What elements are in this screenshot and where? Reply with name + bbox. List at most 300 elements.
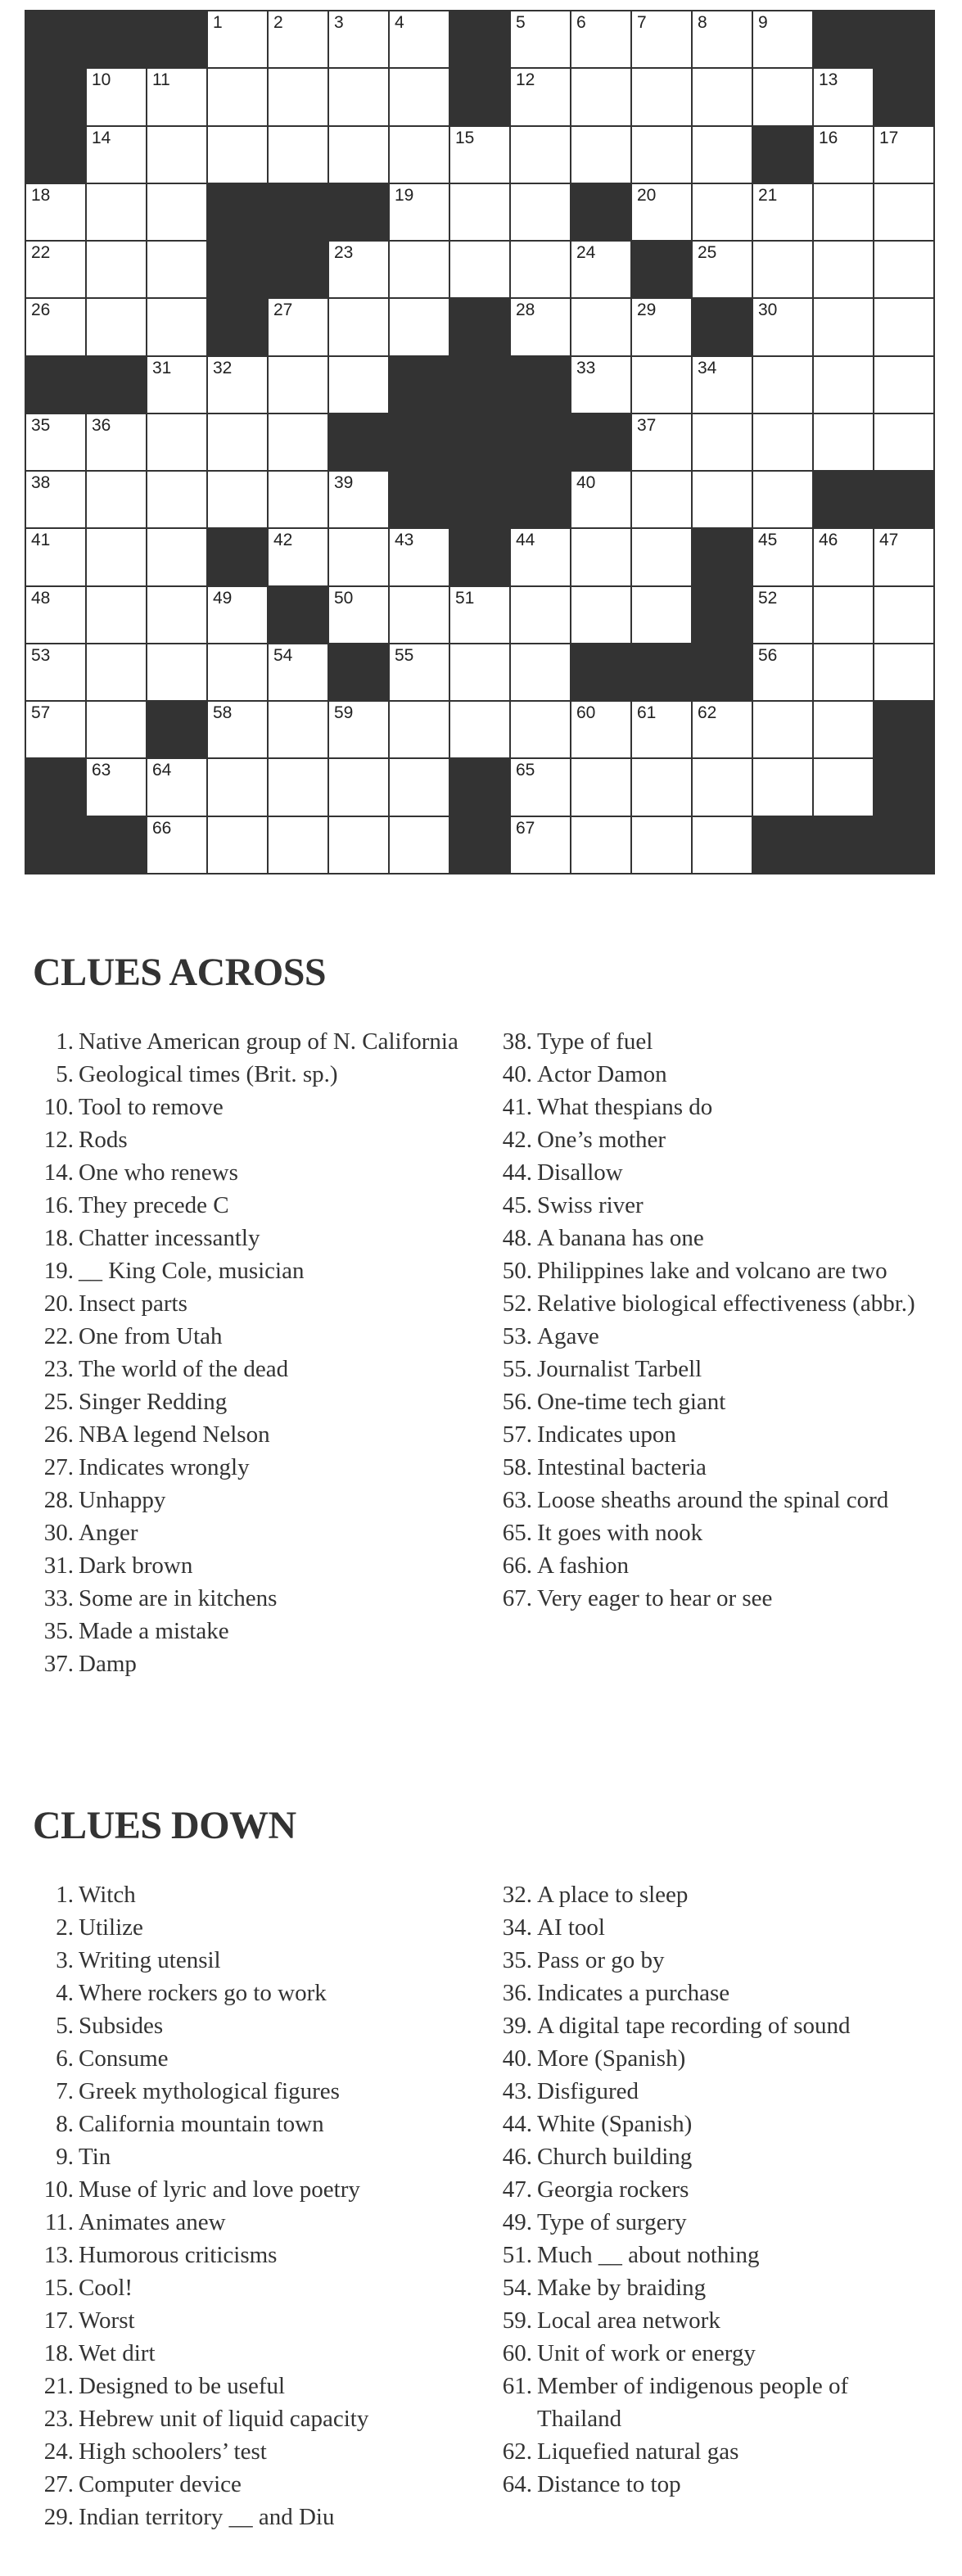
grid-cell[interactable] (693, 184, 752, 240)
clue-number-label: 60. (502, 2340, 532, 2366)
grid-cell[interactable] (329, 242, 388, 297)
grid-cell[interactable] (87, 587, 146, 643)
grid-cell[interactable] (511, 702, 570, 757)
grid-cell[interactable] (814, 644, 873, 700)
grid-cell[interactable] (511, 644, 570, 700)
clue-text: Journalist Tarbell (537, 1356, 702, 1382)
grid-block-cell (26, 11, 85, 67)
grid-cell[interactable] (753, 184, 812, 240)
clue-text: NBA legend Nelson (79, 1421, 270, 1448)
grid-cell[interactable] (147, 69, 206, 124)
grid-cell[interactable] (269, 702, 327, 757)
clue-number-label: 58. (502, 1454, 532, 1480)
grid-cell[interactable] (753, 587, 812, 643)
grid-cell[interactable] (147, 472, 206, 527)
clue-text: Make by braiding (537, 2275, 707, 2301)
grid-cell[interactable] (571, 357, 630, 413)
grid-cell[interactable] (390, 702, 449, 757)
grid-cell[interactable] (390, 11, 449, 67)
grid-cell[interactable] (208, 472, 267, 527)
grid-block-cell (693, 644, 752, 700)
grid-cell[interactable] (814, 127, 873, 183)
grid-cell[interactable] (874, 242, 933, 297)
grid-cell[interactable] (390, 644, 449, 700)
clue-number: 24 (576, 243, 596, 263)
clue-number-label: 5. (56, 1061, 74, 1087)
clue-number-label: 1. (56, 1882, 74, 1908)
grid-cell[interactable] (147, 529, 206, 585)
grid-block-cell (571, 644, 630, 700)
grid-block-cell (814, 472, 873, 527)
clue-number-label: 38. (502, 1028, 532, 1055)
grid-cell[interactable] (511, 184, 570, 240)
clue-item (33, 2337, 458, 2370)
grid-cell[interactable] (208, 357, 267, 413)
clue-text: Pass or go by (537, 1947, 665, 1973)
clue-text: Type of surgery (537, 2209, 687, 2235)
clue-number-label: 1. (56, 1028, 74, 1055)
clue-text: Agave (537, 1323, 599, 1349)
grid-cell[interactable] (87, 127, 146, 183)
grid-cell[interactable] (753, 69, 812, 124)
clue-text: Tin (79, 2144, 111, 2170)
grid-cell[interactable] (269, 299, 327, 355)
grid-cell[interactable] (753, 759, 812, 815)
clue-number: 60 (576, 703, 596, 723)
clue-number-label: 27. (43, 2471, 74, 2497)
grid-block-cell (147, 702, 206, 757)
grid-cell[interactable] (329, 299, 388, 355)
clue-number-label: 50. (502, 1258, 532, 1284)
grid-cell[interactable] (147, 759, 206, 815)
grid-cell[interactable] (147, 644, 206, 700)
grid-block-cell (390, 357, 449, 413)
grid-cell[interactable] (87, 702, 146, 757)
clue-number: 43 (395, 531, 414, 550)
grid-cell[interactable] (571, 817, 630, 873)
grid-block-cell (87, 11, 146, 67)
grid-cell[interactable] (511, 587, 570, 643)
grid-cell[interactable] (632, 472, 691, 527)
grid-cell[interactable] (753, 529, 812, 585)
clue-number-label: 12. (43, 1127, 74, 1153)
grid-cell[interactable] (147, 242, 206, 297)
clue-item (33, 1878, 458, 1911)
grid-cell[interactable] (814, 69, 873, 124)
grid-cell[interactable] (571, 702, 630, 757)
grid-cell[interactable] (632, 127, 691, 183)
grid-cell[interactable] (693, 242, 752, 297)
grid-block-cell (329, 184, 388, 240)
grid-cell[interactable] (147, 357, 206, 413)
clue-item (33, 1451, 458, 1484)
grid-cell[interactable] (511, 242, 570, 297)
grid-cell[interactable] (511, 529, 570, 585)
clue-text: Witch (79, 1882, 136, 1908)
grid-cell[interactable] (329, 529, 388, 585)
grid-cell[interactable] (329, 759, 388, 815)
clue-item (33, 1484, 458, 1516)
grid-cell[interactable] (390, 184, 449, 240)
clue-number-label: 29. (43, 2504, 74, 2530)
grid-cell[interactable] (87, 69, 146, 124)
clue-number-label: 45. (502, 1192, 532, 1218)
clue-number: 44 (516, 531, 535, 550)
down-heading: CLUES DOWN (33, 1804, 296, 1847)
down-clues-column-1 (33, 1878, 458, 2533)
grid-cell[interactable] (269, 472, 327, 527)
grid-cell[interactable] (147, 414, 206, 470)
grid-cell[interactable] (571, 127, 630, 183)
clue-number: 5 (516, 13, 526, 32)
grid-cell[interactable] (632, 184, 691, 240)
grid-cell[interactable] (208, 702, 267, 757)
grid-cell[interactable] (511, 759, 570, 815)
clue-item (33, 1944, 458, 1977)
grid-cell[interactable] (814, 759, 873, 815)
grid-cell[interactable] (693, 127, 752, 183)
grid-cell[interactable] (390, 587, 449, 643)
grid-cell[interactable] (753, 299, 812, 355)
grid-cell[interactable] (753, 242, 812, 297)
grid-cell[interactable] (329, 702, 388, 757)
grid-cell[interactable] (753, 472, 812, 527)
grid-cell[interactable] (329, 587, 388, 643)
grid-cell[interactable] (147, 587, 206, 643)
clue-item (491, 2435, 917, 2468)
clue-number: 40 (576, 473, 596, 493)
clue-text: It goes with nook (537, 1520, 703, 1546)
grid-cell[interactable] (87, 472, 146, 527)
clue-item (491, 2075, 917, 2108)
clue-item (33, 1320, 458, 1353)
clue-item (33, 2435, 458, 2468)
grid-cell[interactable] (147, 184, 206, 240)
grid-cell[interactable] (450, 127, 509, 183)
grid-block-cell (874, 11, 933, 67)
grid-cell[interactable] (26, 587, 85, 643)
grid-cell[interactable] (571, 11, 630, 67)
clue-text: Georgia rockers (537, 2176, 689, 2203)
clue-item (491, 1353, 917, 1385)
clue-number: 13 (819, 70, 838, 90)
grid-cell[interactable] (329, 11, 388, 67)
clue-number: 52 (758, 588, 778, 608)
clue-text: Utilize (79, 1914, 143, 1941)
clue-text: __ King Cole, musician (79, 1258, 305, 1284)
grid-cell[interactable] (208, 644, 267, 700)
clue-text: One-time tech giant (537, 1389, 726, 1415)
grid-cell[interactable] (329, 472, 388, 527)
grid-cell[interactable] (390, 817, 449, 873)
grid-cell[interactable] (632, 357, 691, 413)
grid-cell[interactable] (26, 184, 85, 240)
grid-cell[interactable] (26, 242, 85, 297)
grid-block-cell (814, 817, 873, 873)
grid-cell[interactable] (26, 472, 85, 527)
grid-cell[interactable] (693, 414, 752, 470)
clue-number: 49 (213, 588, 233, 608)
grid-block-cell (874, 69, 933, 124)
clue-number: 48 (31, 588, 51, 608)
clue-item (491, 1058, 917, 1091)
clue-text: Philippines lake and volcano are two (537, 1258, 887, 1284)
clue-text: One who renews (79, 1159, 238, 1186)
grid-block-cell (632, 242, 691, 297)
clue-number: 30 (758, 301, 778, 320)
clue-number: 64 (152, 761, 172, 780)
clue-number: 39 (334, 473, 354, 493)
clue-number: 12 (516, 70, 535, 90)
grid-cell[interactable] (269, 357, 327, 413)
clue-number: 63 (92, 761, 111, 780)
clue-number: 59 (334, 703, 354, 723)
clue-item (491, 1156, 917, 1189)
grid-cell[interactable] (693, 472, 752, 527)
grid-cell[interactable] (87, 529, 146, 585)
grid-cell[interactable] (450, 184, 509, 240)
clue-item (491, 1189, 917, 1222)
grid-cell[interactable] (693, 702, 752, 757)
clue-number: 18 (31, 185, 51, 205)
grid-cell[interactable] (208, 759, 267, 815)
clue-number: 50 (334, 588, 354, 608)
clue-item (33, 2239, 458, 2271)
grid-cell[interactable] (632, 702, 691, 757)
grid-cell[interactable] (632, 414, 691, 470)
grid-cell[interactable] (269, 759, 327, 815)
grid-cell[interactable] (814, 702, 873, 757)
grid-cell[interactable] (390, 759, 449, 815)
grid-cell[interactable] (208, 11, 267, 67)
grid-cell[interactable] (269, 529, 327, 585)
clue-item (491, 2370, 917, 2435)
grid-cell[interactable] (329, 127, 388, 183)
clue-text: Unhappy (79, 1487, 166, 1513)
clue-number-label: 19. (43, 1258, 74, 1284)
clue-item (491, 2206, 917, 2239)
clue-number-label: 54. (502, 2275, 532, 2301)
grid-cell[interactable] (269, 644, 327, 700)
clue-number-label: 3. (56, 1947, 74, 1973)
grid-cell[interactable] (753, 414, 812, 470)
grid-cell[interactable] (511, 69, 570, 124)
grid-block-cell (450, 529, 509, 585)
grid-cell[interactable] (632, 817, 691, 873)
grid-cell[interactable] (632, 69, 691, 124)
grid-cell[interactable] (450, 644, 509, 700)
clue-text: Made a mistake (79, 1618, 229, 1644)
clue-number: 21 (758, 185, 778, 205)
grid-cell[interactable] (208, 127, 267, 183)
grid-cell[interactable] (87, 242, 146, 297)
clue-item (33, 1254, 458, 1287)
grid-cell[interactable] (269, 414, 327, 470)
grid-cell[interactable] (390, 69, 449, 124)
grid-block-cell (147, 11, 206, 67)
clue-item (33, 2075, 458, 2108)
grid-block-cell (874, 817, 933, 873)
grid-block-cell (26, 357, 85, 413)
across-clues-column-2 (491, 1025, 917, 1615)
grid-cell[interactable] (632, 529, 691, 585)
grid-cell[interactable] (632, 759, 691, 815)
clue-number: 42 (273, 531, 293, 550)
grid-cell[interactable] (269, 127, 327, 183)
grid-cell[interactable] (26, 702, 85, 757)
grid-cell[interactable] (874, 644, 933, 700)
clue-text: White (Spanish) (537, 2111, 693, 2137)
grid-cell[interactable] (693, 357, 752, 413)
grid-cell[interactable] (511, 817, 570, 873)
grid-cell[interactable] (571, 587, 630, 643)
grid-cell[interactable] (390, 529, 449, 585)
grid-cell[interactable] (874, 414, 933, 470)
grid-cell[interactable] (874, 529, 933, 585)
clue-number-label: 18. (43, 1225, 74, 1251)
clue-text: A place to sleep (537, 1882, 689, 1908)
grid-cell[interactable] (87, 299, 146, 355)
clue-item (491, 1977, 917, 2009)
grid-cell[interactable] (208, 587, 267, 643)
clue-text: Much __ about nothing (537, 2242, 760, 2268)
clue-item (33, 1123, 458, 1156)
clue-number-label: 30. (43, 1520, 74, 1546)
grid-cell[interactable] (26, 299, 85, 355)
clue-number-label: 25. (43, 1389, 74, 1415)
grid-cell[interactable] (87, 414, 146, 470)
grid-cell[interactable] (874, 127, 933, 183)
grid-cell[interactable] (814, 242, 873, 297)
grid-cell[interactable] (693, 69, 752, 124)
grid-cell[interactable] (753, 702, 812, 757)
grid-cell[interactable] (87, 644, 146, 700)
clue-number: 51 (455, 588, 475, 608)
grid-cell[interactable] (753, 644, 812, 700)
clue-number-label: 59. (502, 2307, 532, 2334)
grid-cell[interactable] (874, 587, 933, 643)
clue-number-label: 8. (56, 2111, 74, 2137)
clue-text: Church building (537, 2144, 693, 2170)
grid-cell[interactable] (450, 702, 509, 757)
clue-number-label: 26. (43, 1421, 74, 1448)
clue-text: Some are in kitchens (79, 1585, 278, 1611)
clue-item (491, 2009, 917, 2042)
grid-cell[interactable] (874, 357, 933, 413)
grid-cell[interactable] (814, 357, 873, 413)
grid-cell[interactable] (269, 817, 327, 873)
grid-cell[interactable] (147, 127, 206, 183)
grid-cell[interactable] (814, 184, 873, 240)
clue-text: Actor Damon (537, 1061, 667, 1087)
grid-cell[interactable] (753, 357, 812, 413)
grid-cell[interactable] (208, 817, 267, 873)
clue-item (33, 1549, 458, 1582)
grid-cell[interactable] (26, 644, 85, 700)
clue-text: Muse of lyric and love poetry (79, 2176, 360, 2203)
grid-cell[interactable] (329, 69, 388, 124)
clue-number: 67 (516, 818, 535, 838)
clue-text: Swiss river (537, 1192, 644, 1218)
grid-cell[interactable] (511, 11, 570, 67)
grid-cell[interactable] (814, 587, 873, 643)
grid-cell[interactable] (329, 357, 388, 413)
clue-item (491, 2173, 917, 2206)
grid-cell[interactable] (87, 759, 146, 815)
grid-cell[interactable] (814, 529, 873, 585)
grid-cell[interactable] (208, 414, 267, 470)
grid-cell[interactable] (632, 299, 691, 355)
grid-cell[interactable] (147, 299, 206, 355)
grid-block-cell (450, 11, 509, 67)
grid-cell[interactable] (26, 529, 85, 585)
grid-cell[interactable] (269, 69, 327, 124)
grid-cell[interactable] (814, 299, 873, 355)
grid-cell[interactable] (390, 299, 449, 355)
grid-cell[interactable] (571, 242, 630, 297)
clue-number-label: 57. (502, 1421, 532, 1448)
grid-cell[interactable] (874, 184, 933, 240)
grid-block-cell (208, 299, 267, 355)
grid-cell[interactable] (87, 184, 146, 240)
grid-cell[interactable] (571, 759, 630, 815)
clue-text: Insect parts (79, 1290, 187, 1317)
grid-cell[interactable] (147, 817, 206, 873)
grid-cell[interactable] (753, 11, 812, 67)
grid-cell[interactable] (874, 299, 933, 355)
grid-cell[interactable] (571, 299, 630, 355)
grid-block-cell (450, 69, 509, 124)
clue-text: Intestinal bacteria (537, 1454, 707, 1480)
grid-cell[interactable] (269, 11, 327, 67)
clue-number: 53 (31, 645, 51, 665)
grid-cell[interactable] (511, 299, 570, 355)
grid-cell[interactable] (693, 817, 752, 873)
grid-cell[interactable] (511, 127, 570, 183)
grid-cell[interactable] (208, 69, 267, 124)
clue-number: 9 (758, 13, 768, 32)
clue-text: Subsides (79, 2013, 164, 2039)
clue-text: California mountain town (79, 2111, 324, 2137)
grid-cell[interactable] (632, 587, 691, 643)
clue-text: Humorous criticisms (79, 2242, 278, 2268)
grid-cell[interactable] (571, 472, 630, 527)
grid-cell[interactable] (814, 414, 873, 470)
clue-number: 11 (152, 70, 170, 90)
clue-item (33, 1222, 458, 1254)
clue-text: The world of the dead (79, 1356, 289, 1382)
grid-cell[interactable] (390, 127, 449, 183)
clue-item (491, 1878, 917, 1911)
grid-cell[interactable] (571, 69, 630, 124)
clue-number-label: 65. (502, 1520, 532, 1546)
clue-number: 31 (152, 358, 172, 377)
grid-cell[interactable] (632, 11, 691, 67)
clue-text: Writing utensil (79, 1947, 221, 1973)
grid-cell[interactable] (390, 242, 449, 297)
grid-cell[interactable] (450, 587, 509, 643)
clue-number-label: 6. (56, 2045, 74, 2072)
grid-cell[interactable] (571, 529, 630, 585)
grid-cell[interactable] (450, 242, 509, 297)
clue-number: 34 (698, 358, 717, 377)
grid-cell[interactable] (693, 759, 752, 815)
grid-cell[interactable] (329, 817, 388, 873)
grid-cell[interactable] (693, 11, 752, 67)
grid-block-cell (693, 529, 752, 585)
clue-item (491, 1582, 917, 1615)
grid-cell[interactable] (26, 414, 85, 470)
